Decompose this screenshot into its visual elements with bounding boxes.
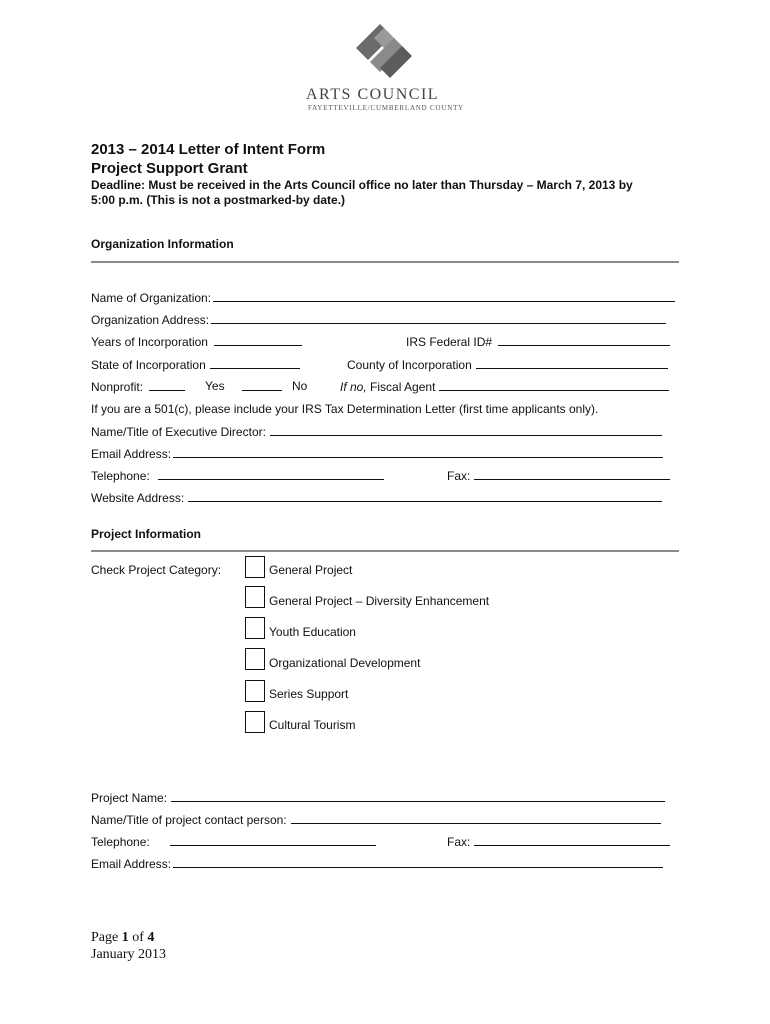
nonprofit-row <box>91 379 185 394</box>
project-email-field[interactable] <box>173 856 663 868</box>
project-name-row <box>91 790 665 805</box>
website-field[interactable] <box>188 490 662 502</box>
logo-subtitle: FAYETTEVILLE/CUMBERLAND COUNTY <box>308 104 465 112</box>
category-checkbox-diversity[interactable] <box>245 586 265 608</box>
exec-director-field[interactable] <box>270 424 662 436</box>
nonprofit-label: Nonprofit: <box>91 380 144 394</box>
project-section-heading: Project Information <box>91 527 202 541</box>
org-telephone-field[interactable] <box>158 468 384 480</box>
project-email-row <box>91 856 663 871</box>
contact-field[interactable] <box>291 812 661 824</box>
organization-section-heading: Organization Information <box>91 237 234 251</box>
category-label-diversity: General Project – Diversity Enhancement <box>269 594 490 608</box>
project-email-label: Email Address: <box>91 857 172 871</box>
irs-label: IRS Federal ID# <box>406 335 493 349</box>
category-checkbox-series-support[interactable] <box>245 680 265 702</box>
exec-director-label: Name/Title of Executive Director: <box>91 425 266 439</box>
org-fax-row <box>447 468 670 483</box>
project-fax-label: Fax: <box>447 835 471 849</box>
page-number <box>91 929 154 946</box>
project-name-label: Project Name: <box>91 791 168 805</box>
contact-label: Name/Title of project contact person: <box>91 813 287 827</box>
page-current: 1 <box>121 930 129 945</box>
nonprofit-yes-field[interactable] <box>149 379 185 391</box>
org-telephone-row <box>91 468 384 483</box>
county-field[interactable] <box>476 357 668 369</box>
nonprofit-yes-label: Yes <box>205 379 225 393</box>
logo-org-name: ARTS COUNCIL <box>306 86 440 103</box>
project-name-field[interactable] <box>171 790 665 802</box>
county-row <box>347 357 668 372</box>
category-checkbox-general[interactable] <box>245 556 265 578</box>
years-label: Years of Incorporation <box>91 335 208 349</box>
deadline-line-1: Deadline: Must be received in the Arts Council office no later than Thursday – March 7, 2013 by <box>91 178 633 192</box>
org-name-row <box>91 290 675 305</box>
page-total: 4 <box>147 930 155 945</box>
deadline-line-2: 5:00 p.m. (This is not a postmarked-by date.) <box>91 193 346 207</box>
org-email-field[interactable] <box>173 446 663 458</box>
category-checkbox-youth-education[interactable] <box>245 617 265 639</box>
org-address-label: Organization Address: <box>91 313 210 327</box>
fiscal-agent-field[interactable] <box>439 379 669 391</box>
project-fax-row <box>447 834 670 849</box>
org-address-row <box>91 312 666 327</box>
org-address-field[interactable] <box>211 312 666 324</box>
irs-row <box>406 334 670 349</box>
org-name-label: Name of Organization: <box>91 291 212 305</box>
category-label-series-support: Series Support <box>269 687 349 701</box>
category-label-org-development: Organizational Development <box>269 656 421 670</box>
nonprofit-no-group <box>242 379 282 394</box>
years-row <box>91 334 302 349</box>
org-email-row <box>91 446 663 461</box>
years-field[interactable] <box>214 334 302 346</box>
nonprofit-no-label: No <box>292 379 308 393</box>
nonprofit-no-field[interactable] <box>242 379 282 391</box>
form-subtitle: Project Support Grant <box>91 160 248 177</box>
category-checkbox-org-development[interactable] <box>245 648 265 670</box>
project-telephone-row <box>91 834 376 849</box>
page-prefix: Page <box>91 930 119 945</box>
section-divider <box>91 550 679 552</box>
category-label-general: General Project <box>269 563 353 577</box>
project-telephone-label: Telephone: <box>91 835 150 849</box>
category-label-youth-education: Youth Education <box>269 625 356 639</box>
exec-director-row <box>91 424 662 439</box>
state-label: State of Incorporation <box>91 358 206 372</box>
org-email-label: Email Address: <box>91 447 172 461</box>
if-no-label: If no, <box>340 380 367 394</box>
arts-council-logo <box>300 18 470 114</box>
check-category-label: Check Project Category: <box>91 563 222 577</box>
website-label: Website Address: <box>91 491 185 505</box>
fiscal-agent-row <box>340 379 669 394</box>
state-field[interactable] <box>210 357 300 369</box>
county-label: County of Incorporation <box>347 358 472 372</box>
fiscal-agent-label: Fiscal Agent <box>370 380 436 394</box>
project-fax-field[interactable] <box>474 834 670 846</box>
arts-council-logo-icon <box>350 18 420 86</box>
contact-row <box>91 812 661 827</box>
note-501c: If you are a 501(c), please include your IRS Tax Determination Letter (first time applicants only). <box>91 402 599 416</box>
section-divider <box>91 261 679 263</box>
org-telephone-label: Telephone: <box>91 469 150 483</box>
website-row <box>91 490 662 505</box>
footer-date: January 2013 <box>91 947 167 962</box>
project-telephone-field[interactable] <box>170 834 376 846</box>
org-fax-label: Fax: <box>447 469 471 483</box>
page-of: of <box>132 930 144 945</box>
form-title: 2013 – 2014 Letter of Intent Form <box>91 141 326 158</box>
org-fax-field[interactable] <box>474 468 670 480</box>
irs-field[interactable] <box>498 334 670 346</box>
state-row <box>91 357 300 372</box>
category-label-cultural-tourism: Cultural Tourism <box>269 718 356 732</box>
org-name-field[interactable] <box>213 290 675 302</box>
category-checkbox-cultural-tourism[interactable] <box>245 711 265 733</box>
